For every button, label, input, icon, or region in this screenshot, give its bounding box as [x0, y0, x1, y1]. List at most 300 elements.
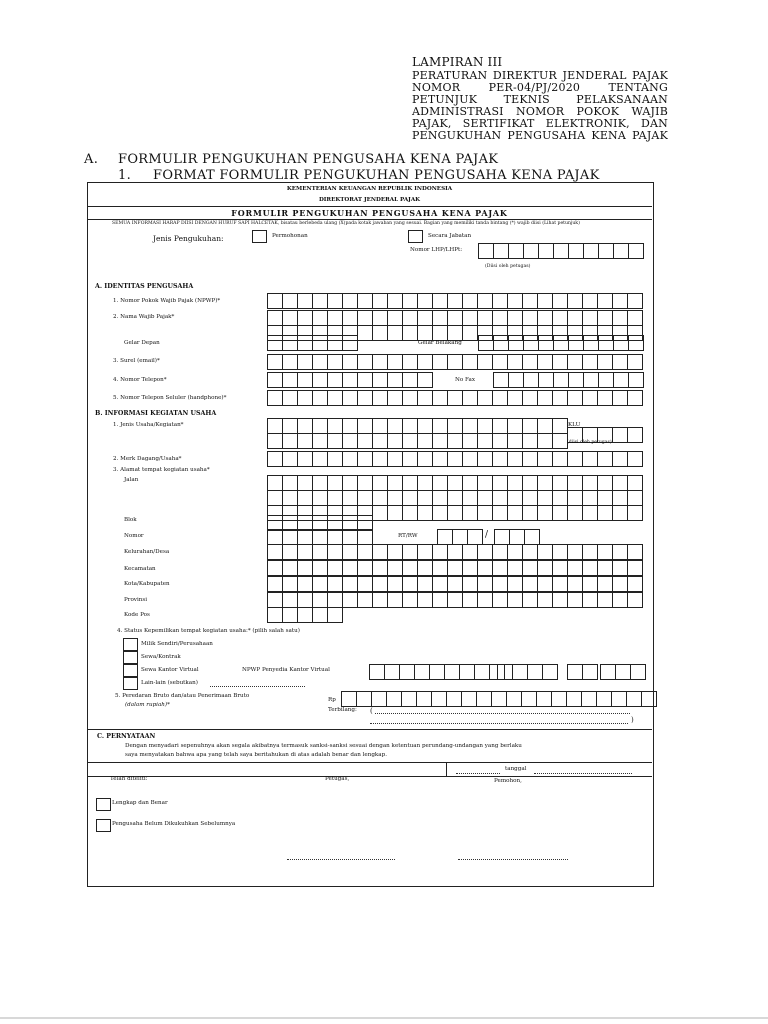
char-box[interactable] [372, 390, 388, 406]
char-box[interactable] [477, 293, 493, 309]
jenis-usaha-boxes-2[interactable] [267, 433, 567, 449]
char-box[interactable] [297, 293, 313, 309]
kodepos-boxes[interactable] [267, 607, 342, 623]
char-box[interactable] [537, 505, 553, 521]
char-box[interactable] [567, 544, 583, 560]
lengkap-checkbox[interactable] [96, 798, 111, 811]
char-box[interactable] [327, 310, 343, 326]
char-box[interactable] [402, 505, 418, 521]
char-box[interactable] [282, 560, 298, 576]
char-box[interactable] [372, 451, 388, 467]
char-box[interactable] [372, 505, 388, 521]
char-box[interactable] [612, 505, 628, 521]
char-box[interactable] [327, 576, 343, 592]
char-box[interactable] [327, 354, 343, 370]
char-box[interactable] [492, 560, 508, 576]
char-box[interactable] [297, 335, 313, 351]
char-box[interactable] [267, 390, 283, 406]
date-dotted-line[interactable] [534, 773, 632, 774]
char-box[interactable] [282, 529, 298, 545]
char-box[interactable] [477, 418, 493, 434]
char-box[interactable] [522, 310, 538, 326]
char-box[interactable] [582, 576, 598, 592]
npwp-penyedia-boxes-3[interactable] [567, 664, 597, 680]
char-box[interactable] [387, 372, 403, 388]
char-box[interactable] [417, 433, 433, 449]
char-box[interactable] [630, 664, 646, 680]
char-box[interactable] [372, 325, 388, 341]
char-box[interactable] [507, 354, 523, 370]
char-box[interactable] [357, 490, 373, 506]
secara-jabatan-checkbox[interactable] [408, 230, 423, 243]
char-box[interactable] [492, 592, 508, 608]
terbilang-dotted-line-2[interactable] [370, 723, 628, 724]
char-box[interactable] [462, 418, 478, 434]
char-box[interactable] [402, 451, 418, 467]
char-box[interactable] [357, 544, 373, 560]
char-box[interactable] [282, 451, 298, 467]
char-box[interactable] [478, 243, 494, 259]
char-box[interactable] [417, 475, 433, 491]
char-box[interactable] [522, 433, 538, 449]
char-box[interactable] [342, 335, 358, 351]
char-box[interactable] [312, 390, 328, 406]
char-box[interactable] [267, 418, 283, 434]
char-box[interactable] [372, 433, 388, 449]
char-box[interactable] [447, 475, 463, 491]
char-box[interactable] [612, 390, 628, 406]
char-box[interactable] [282, 390, 298, 406]
char-box[interactable] [297, 490, 313, 506]
char-box[interactable] [312, 293, 328, 309]
gelar-depan-boxes[interactable] [267, 335, 357, 351]
char-box[interactable] [312, 418, 328, 434]
char-box[interactable] [327, 293, 343, 309]
char-box[interactable] [537, 310, 553, 326]
char-box[interactable] [447, 544, 463, 560]
char-box[interactable] [297, 310, 313, 326]
char-box[interactable] [357, 433, 373, 449]
char-box[interactable] [417, 490, 433, 506]
char-box[interactable] [437, 529, 453, 545]
char-box[interactable] [372, 592, 388, 608]
char-box[interactable] [477, 475, 493, 491]
char-box[interactable] [312, 607, 328, 623]
char-box[interactable] [522, 544, 538, 560]
char-box[interactable] [627, 576, 643, 592]
char-box[interactable] [612, 293, 628, 309]
fax-boxes[interactable] [493, 372, 643, 388]
char-box[interactable] [522, 354, 538, 370]
char-box[interactable] [432, 310, 448, 326]
char-box[interactable] [342, 560, 358, 576]
char-box[interactable] [553, 335, 569, 351]
char-box[interactable] [402, 325, 418, 341]
char-box[interactable] [492, 310, 508, 326]
char-box[interactable] [492, 475, 508, 491]
char-box[interactable] [372, 544, 388, 560]
char-box[interactable] [507, 505, 523, 521]
char-box[interactable] [597, 310, 613, 326]
char-box[interactable] [521, 691, 537, 707]
char-box[interactable] [417, 544, 433, 560]
char-box[interactable] [462, 560, 478, 576]
char-box[interactable] [522, 293, 538, 309]
telepon-boxes[interactable] [267, 372, 432, 388]
char-box[interactable] [552, 310, 568, 326]
char-box[interactable] [477, 490, 493, 506]
char-box[interactable] [462, 592, 478, 608]
char-box[interactable] [387, 475, 403, 491]
char-box[interactable] [522, 592, 538, 608]
char-box[interactable] [357, 310, 373, 326]
char-box[interactable] [267, 354, 283, 370]
char-box[interactable] [387, 310, 403, 326]
char-box[interactable] [582, 354, 598, 370]
char-box[interactable] [552, 354, 568, 370]
char-box[interactable] [342, 576, 358, 592]
char-box[interactable] [462, 310, 478, 326]
char-box[interactable] [357, 418, 373, 434]
char-box[interactable] [581, 691, 597, 707]
char-box[interactable] [627, 354, 643, 370]
char-box[interactable] [267, 475, 283, 491]
char-box[interactable] [387, 325, 403, 341]
char-box[interactable] [612, 490, 628, 506]
char-box[interactable] [627, 427, 643, 443]
char-box[interactable] [452, 529, 468, 545]
char-box[interactable] [387, 293, 403, 309]
char-box[interactable] [552, 560, 568, 576]
char-box[interactable] [477, 310, 493, 326]
char-box[interactable] [432, 490, 448, 506]
char-box[interactable] [597, 451, 613, 467]
char-box[interactable] [596, 691, 612, 707]
char-box[interactable] [342, 418, 358, 434]
char-box[interactable] [402, 293, 418, 309]
char-box[interactable] [537, 592, 553, 608]
char-box[interactable] [509, 529, 525, 545]
char-box[interactable] [641, 691, 657, 707]
char-box[interactable] [402, 418, 418, 434]
char-box[interactable] [552, 433, 568, 449]
char-box[interactable] [267, 529, 283, 545]
char-box[interactable] [387, 433, 403, 449]
char-box[interactable] [462, 505, 478, 521]
char-box[interactable] [508, 335, 524, 351]
char-box[interactable] [582, 475, 598, 491]
char-box[interactable] [387, 451, 403, 467]
char-box[interactable] [372, 310, 388, 326]
char-box[interactable] [447, 505, 463, 521]
char-box[interactable] [417, 325, 433, 341]
char-box[interactable] [417, 418, 433, 434]
char-box[interactable] [568, 372, 584, 388]
char-box[interactable] [462, 544, 478, 560]
char-box[interactable] [538, 372, 554, 388]
char-box[interactable] [627, 451, 643, 467]
char-box[interactable] [612, 592, 628, 608]
char-box[interactable] [476, 691, 492, 707]
char-box[interactable] [477, 505, 493, 521]
lain-dotted-line[interactable] [210, 686, 305, 687]
char-box[interactable] [327, 433, 343, 449]
char-box[interactable] [583, 335, 599, 351]
char-box[interactable] [552, 505, 568, 521]
char-box[interactable] [312, 544, 328, 560]
char-box[interactable] [357, 293, 373, 309]
char-box[interactable] [626, 691, 642, 707]
char-box[interactable] [597, 490, 613, 506]
char-box[interactable] [568, 335, 584, 351]
char-box[interactable] [417, 372, 433, 388]
char-box[interactable] [568, 243, 584, 259]
char-box[interactable] [537, 390, 553, 406]
char-box[interactable] [282, 433, 298, 449]
char-box[interactable] [327, 390, 343, 406]
char-box[interactable] [627, 592, 643, 608]
char-box[interactable] [372, 560, 388, 576]
char-box[interactable] [282, 592, 298, 608]
char-box[interactable] [507, 418, 523, 434]
char-box[interactable] [369, 664, 385, 680]
char-box[interactable] [628, 335, 644, 351]
char-box[interactable] [492, 451, 508, 467]
char-box[interactable] [522, 418, 538, 434]
char-box[interactable] [432, 592, 448, 608]
char-box[interactable] [447, 418, 463, 434]
surel-boxes[interactable] [267, 354, 642, 370]
char-box[interactable] [477, 592, 493, 608]
char-box[interactable] [567, 293, 583, 309]
char-box[interactable] [446, 691, 462, 707]
char-box[interactable] [522, 560, 538, 576]
char-box[interactable] [566, 691, 582, 707]
char-box[interactable] [536, 691, 552, 707]
char-box[interactable] [342, 390, 358, 406]
char-box[interactable] [342, 354, 358, 370]
char-box[interactable] [522, 475, 538, 491]
char-box[interactable] [582, 310, 598, 326]
char-box[interactable] [552, 293, 568, 309]
char-box[interactable] [312, 354, 328, 370]
char-box[interactable] [492, 418, 508, 434]
char-box[interactable] [282, 335, 298, 351]
char-box[interactable] [493, 243, 509, 259]
char-box[interactable] [627, 293, 643, 309]
char-box[interactable] [312, 576, 328, 592]
char-box[interactable] [477, 560, 493, 576]
char-box[interactable] [522, 576, 538, 592]
char-box[interactable] [357, 475, 373, 491]
char-box[interactable] [523, 335, 539, 351]
char-box[interactable] [312, 529, 328, 545]
char-box[interactable] [567, 390, 583, 406]
jalan-boxes-2[interactable] [267, 490, 642, 506]
char-box[interactable] [297, 607, 313, 623]
char-box[interactable] [461, 691, 477, 707]
char-box[interactable] [402, 354, 418, 370]
char-box[interactable] [297, 529, 313, 545]
char-box[interactable] [432, 544, 448, 560]
char-box[interactable] [567, 475, 583, 491]
char-box[interactable] [357, 529, 373, 545]
char-box[interactable] [371, 691, 387, 707]
char-box[interactable] [417, 390, 433, 406]
char-box[interactable] [582, 505, 598, 521]
char-box[interactable] [416, 691, 432, 707]
char-box[interactable] [327, 607, 343, 623]
char-box[interactable] [507, 544, 523, 560]
char-box[interactable] [597, 592, 613, 608]
char-box[interactable] [582, 664, 598, 680]
char-box[interactable] [582, 451, 598, 467]
char-box[interactable] [417, 560, 433, 576]
char-box[interactable] [522, 490, 538, 506]
char-box[interactable] [527, 664, 543, 680]
char-box[interactable] [582, 544, 598, 560]
char-box[interactable] [552, 490, 568, 506]
char-box[interactable] [357, 372, 373, 388]
char-box[interactable] [552, 544, 568, 560]
gelar-belakang-boxes[interactable] [478, 335, 643, 351]
char-box[interactable] [432, 433, 448, 449]
char-box[interactable] [567, 451, 583, 467]
char-box[interactable] [477, 390, 493, 406]
char-box[interactable] [402, 490, 418, 506]
char-box[interactable] [417, 451, 433, 467]
char-box[interactable] [387, 354, 403, 370]
char-box[interactable] [567, 505, 583, 521]
char-box[interactable] [402, 433, 418, 449]
char-box[interactable] [432, 354, 448, 370]
char-box[interactable] [447, 310, 463, 326]
char-box[interactable] [627, 505, 643, 521]
char-box[interactable] [327, 490, 343, 506]
char-box[interactable] [507, 490, 523, 506]
char-box[interactable] [506, 691, 522, 707]
char-box[interactable] [597, 390, 613, 406]
char-box[interactable] [327, 451, 343, 467]
char-box[interactable] [297, 372, 313, 388]
jalan-boxes-1[interactable] [267, 475, 642, 491]
char-box[interactable] [267, 490, 283, 506]
belum-dikukuhkan-checkbox[interactable] [96, 819, 111, 832]
char-box[interactable] [508, 372, 524, 388]
char-box[interactable] [297, 418, 313, 434]
char-box[interactable] [507, 310, 523, 326]
char-box[interactable] [357, 325, 373, 341]
char-box[interactable] [538, 243, 554, 259]
char-box[interactable] [402, 390, 418, 406]
permohonan-checkbox[interactable] [252, 230, 267, 243]
char-box[interactable] [523, 372, 539, 388]
char-box[interactable] [267, 592, 283, 608]
char-box[interactable] [432, 293, 448, 309]
char-box[interactable] [297, 354, 313, 370]
nomor-boxes[interactable] [267, 529, 372, 545]
char-box[interactable] [462, 490, 478, 506]
char-box[interactable] [551, 691, 567, 707]
char-box[interactable] [387, 592, 403, 608]
char-box[interactable] [372, 576, 388, 592]
pemohon-signature-line[interactable] [458, 859, 568, 860]
char-box[interactable] [582, 560, 598, 576]
char-box[interactable] [552, 390, 568, 406]
char-box[interactable] [583, 243, 599, 259]
nama-boxes-1[interactable] [267, 310, 642, 326]
char-box[interactable] [598, 335, 614, 351]
kecamatan-boxes[interactable] [267, 560, 642, 576]
char-box[interactable] [267, 576, 283, 592]
char-box[interactable] [327, 544, 343, 560]
char-box[interactable] [598, 372, 614, 388]
char-box[interactable] [627, 475, 643, 491]
char-box[interactable] [462, 433, 478, 449]
char-box[interactable] [524, 529, 540, 545]
char-box[interactable] [462, 576, 478, 592]
char-box[interactable] [507, 293, 523, 309]
char-box[interactable] [417, 592, 433, 608]
char-box[interactable] [327, 418, 343, 434]
char-box[interactable] [567, 310, 583, 326]
char-box[interactable] [492, 505, 508, 521]
lain-checkbox[interactable] [123, 677, 138, 690]
char-box[interactable] [477, 433, 493, 449]
char-box[interactable] [432, 451, 448, 467]
char-box[interactable] [597, 576, 613, 592]
char-box[interactable] [401, 691, 417, 707]
char-box[interactable] [447, 592, 463, 608]
char-box[interactable] [462, 354, 478, 370]
nomor-lhp-boxes[interactable] [478, 243, 643, 259]
char-box[interactable] [432, 325, 448, 341]
char-box[interactable] [312, 490, 328, 506]
char-box[interactable] [598, 243, 614, 259]
char-box[interactable] [357, 354, 373, 370]
char-box[interactable] [567, 490, 583, 506]
char-box[interactable] [432, 418, 448, 434]
char-box[interactable] [402, 560, 418, 576]
char-box[interactable] [537, 433, 553, 449]
char-box[interactable] [537, 293, 553, 309]
char-box[interactable] [267, 451, 283, 467]
char-box[interactable] [402, 372, 418, 388]
char-box[interactable] [432, 390, 448, 406]
char-box[interactable] [312, 560, 328, 576]
char-box[interactable] [387, 576, 403, 592]
char-box[interactable] [492, 433, 508, 449]
char-box[interactable] [282, 490, 298, 506]
char-box[interactable] [297, 592, 313, 608]
char-box[interactable] [583, 372, 599, 388]
char-box[interactable] [538, 335, 554, 351]
char-box[interactable] [494, 529, 510, 545]
char-box[interactable] [507, 390, 523, 406]
char-box[interactable] [312, 475, 328, 491]
char-box[interactable] [611, 691, 627, 707]
char-box[interactable] [522, 451, 538, 467]
char-box[interactable] [297, 560, 313, 576]
char-box[interactable] [267, 544, 283, 560]
char-box[interactable] [537, 475, 553, 491]
char-box[interactable] [542, 664, 558, 680]
npwp-penyedia-boxes-2[interactable] [497, 664, 557, 680]
char-box[interactable] [267, 310, 283, 326]
char-box[interactable] [507, 451, 523, 467]
char-box[interactable] [462, 451, 478, 467]
place-dotted-line[interactable] [456, 773, 500, 774]
